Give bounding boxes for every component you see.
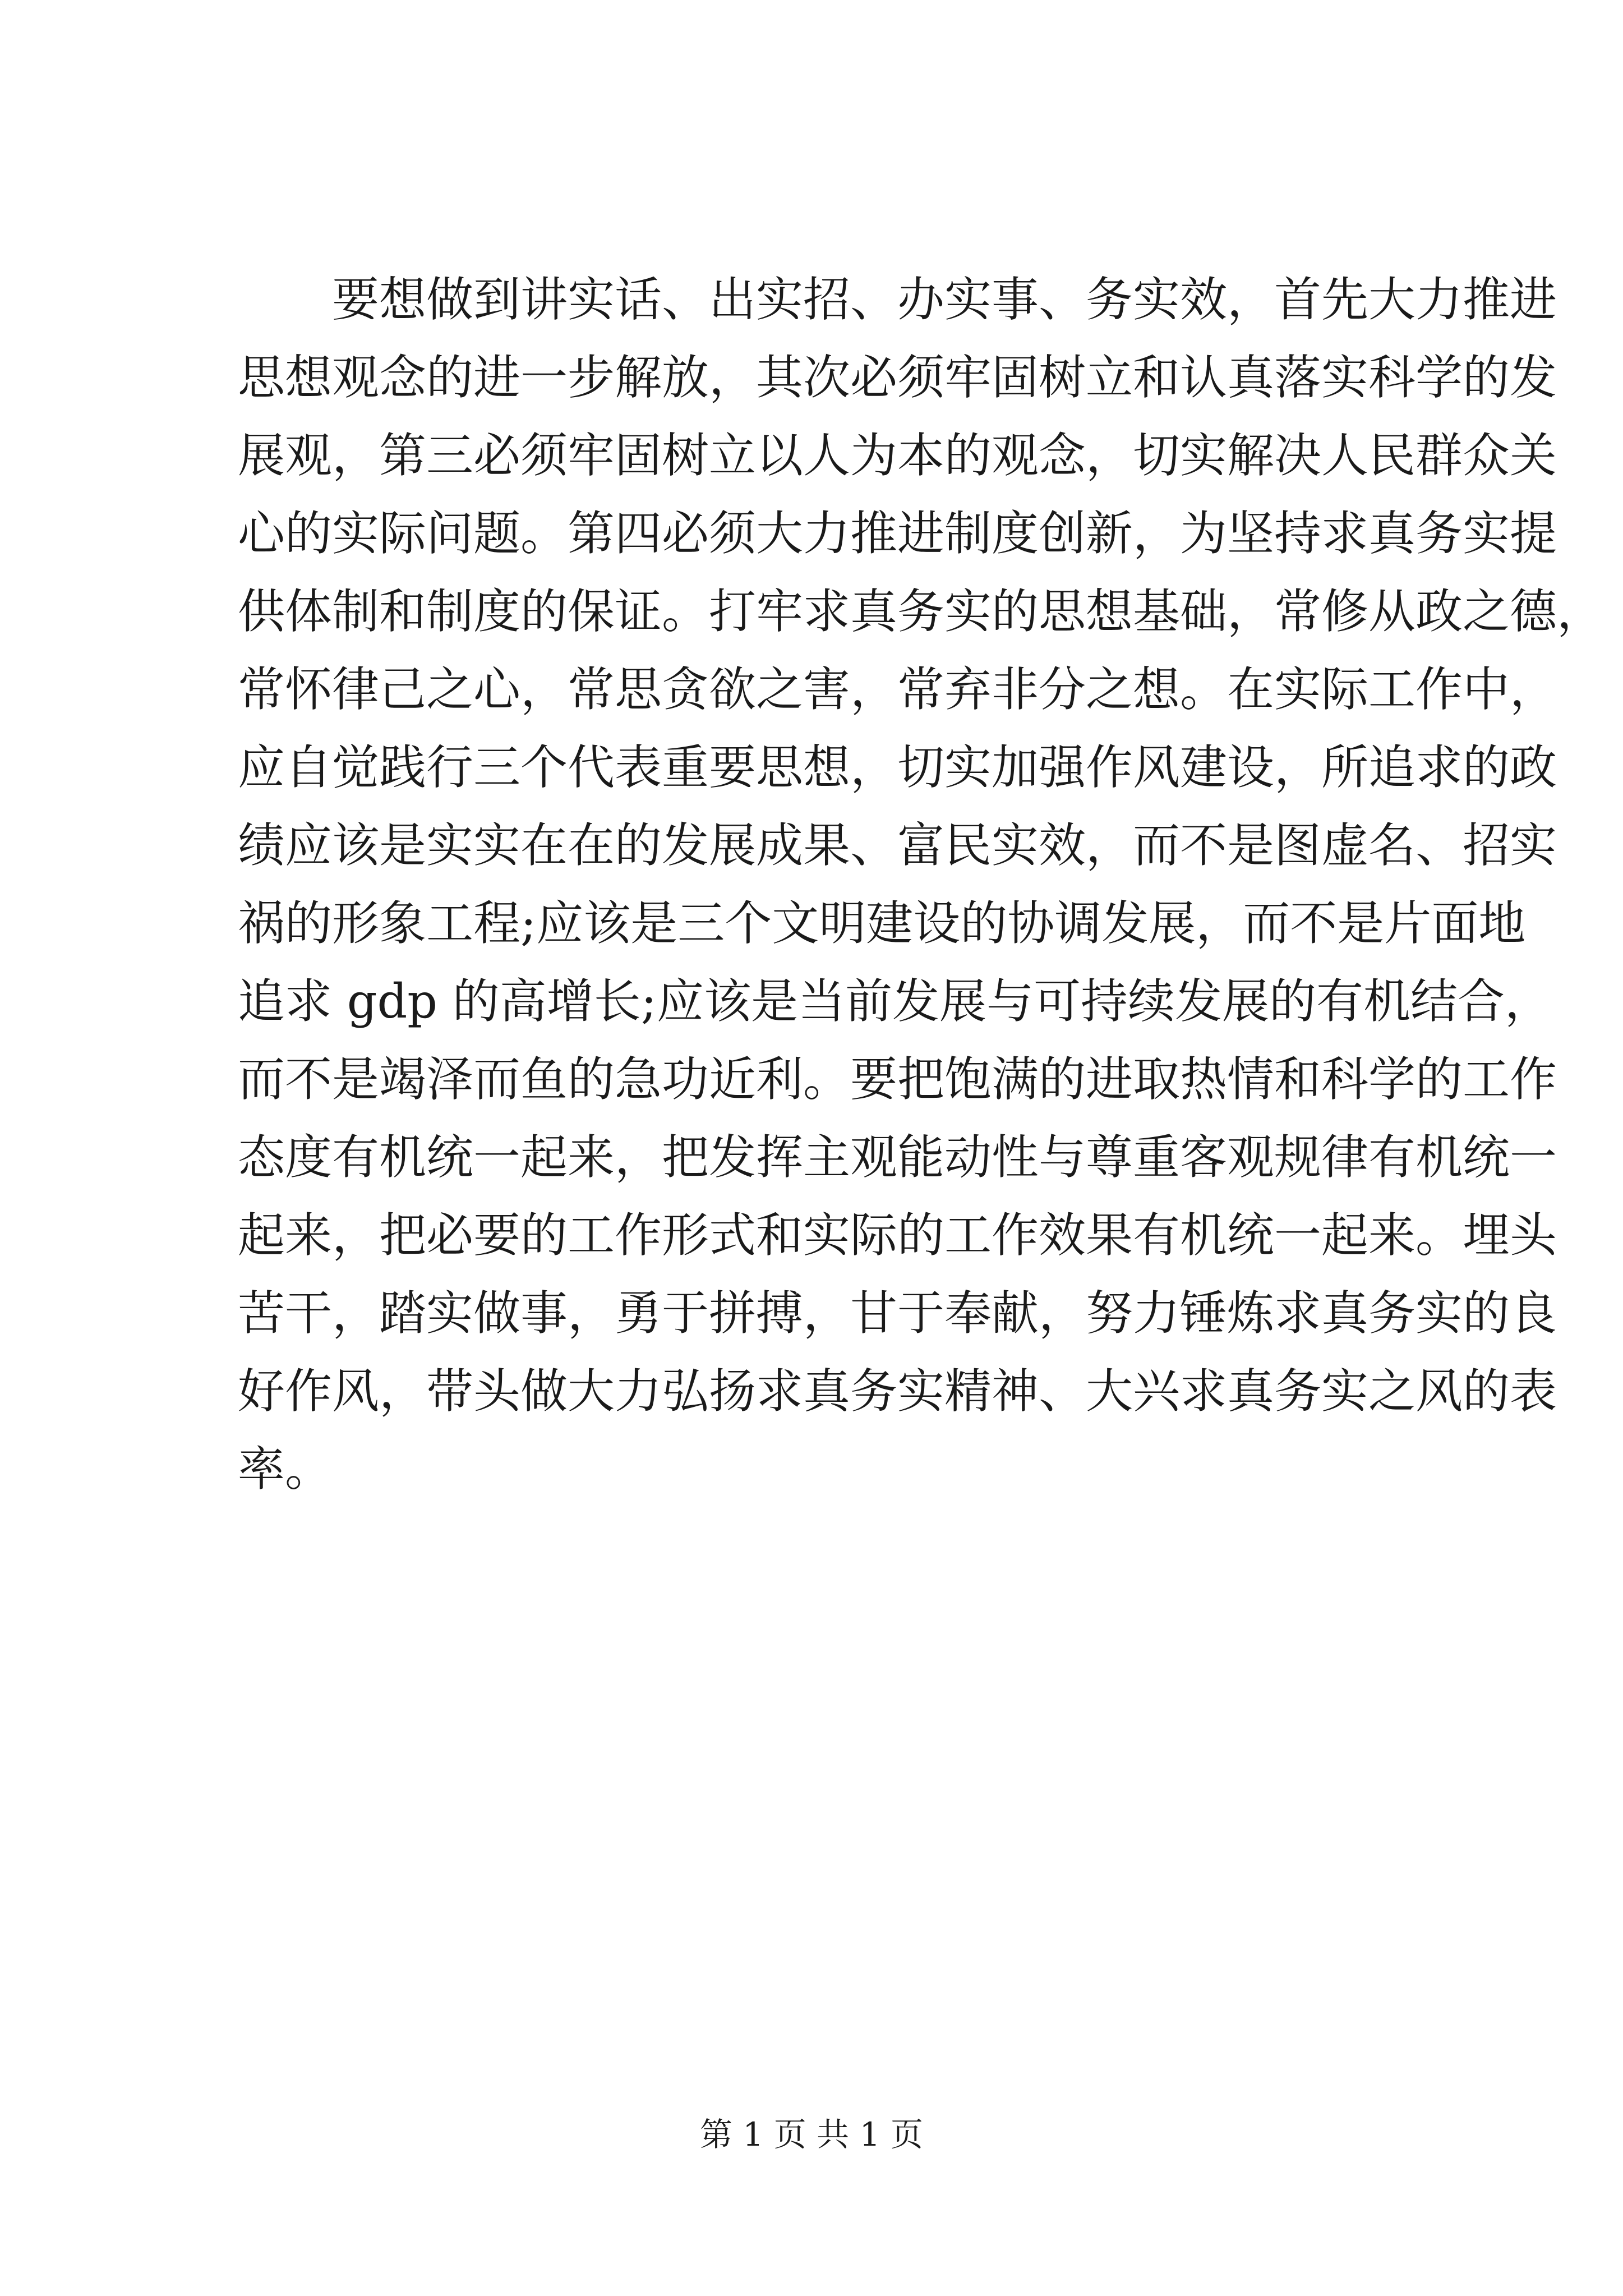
paragraph-line: 供体制和制度的保证。打牢求真务实的思想基础，常修从政之德，	[238, 584, 1604, 639]
paragraph-line: 好作风，带头做大力弘扬求真务实精神、大兴求真务实之风的表	[238, 1364, 1557, 1419]
paragraph-line: 而不是竭泽而鱼的急功近利。要把饱满的进取热情和科学的工作	[238, 1052, 1557, 1107]
paragraph-line: 苦干，踏实做事，勇于拼搏，甘于奉献，努力锤炼求真务实的良	[238, 1286, 1557, 1341]
paragraph-line: 率。	[238, 1442, 333, 1497]
paragraph-line: 常怀律己之心，常思贪欲之害，常弃非分之想。在实际工作中，	[238, 662, 1557, 717]
paragraph-line: 应自觉践行三个代表重要思想，切实加强作风建设，所追求的政	[238, 740, 1557, 795]
paragraph-line: 祸的形象工程;应该是三个文明建设的协调发展，而不是片面地	[238, 896, 1526, 951]
paragraph-line: 要想做到讲实话、出实招、办实事、务实效，首先大力推进	[332, 272, 1557, 327]
paragraph-line: 绩应该是实实在在的发展成果、富民实效，而不是图虚名、招实	[238, 818, 1557, 873]
paragraph-line: 态度有机统一起来，把发挥主观能动性与尊重客观规律有机统一	[238, 1130, 1557, 1185]
body-paragraph	[238, 261, 1604, 1508]
paragraph-line: 追求 gdp 的高增长;应该是当前发展与可持续发展的有机结合，	[238, 974, 1552, 1029]
paragraph-line: 起来，把必要的工作形式和实际的工作效果有机统一起来。埋头	[238, 1208, 1557, 1263]
page-footer: 第 1 页 共 1 页	[700, 2115, 923, 2154]
paragraph-line: 思想观念的进一步解放，其次必须牢固树立和认真落实科学的发	[238, 350, 1557, 405]
paragraph-line: 展观，第三必须牢固树立以人为本的观念，切实解决人民群众关	[238, 428, 1557, 483]
paragraph-line: 心的实际问题。第四必须大力推进制度创新，为坚持求真务实提	[238, 506, 1557, 561]
